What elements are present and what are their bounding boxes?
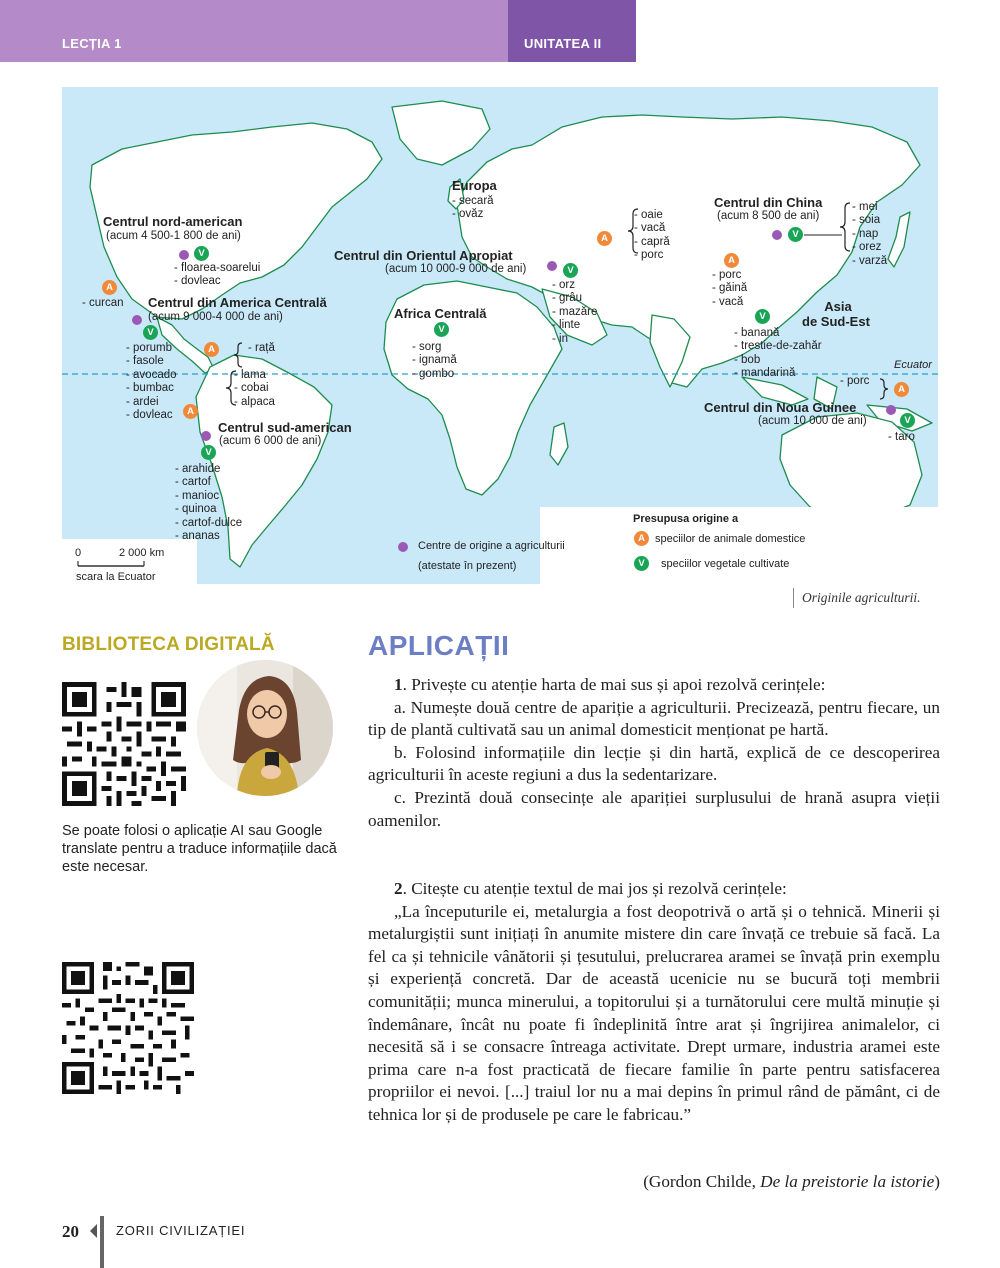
south-american-plants: - arahide - cartof - manioc - quinoa - cartof-dulce - ananas (175, 463, 243, 543)
legend-origin-text: Centre de origine a agriculturii (418, 540, 565, 552)
exercise-2-quote: „La începuturile ei, metalurgia a fost deopotrivă o artă și o tehnică. Minerii și metalurgiștii sunt inițiați în anumite mistere din care învață ce trebuie să facă. La fel ca și tehnicile vânătorii și țesutului, prelucrarea aramei se învață prin exemplu și experiență concretă. Dar de această ucenicie nu se bucură toți membrii comunității; munca minerului, a topitorului și a turnătorului cere multă minuție și îndemânare, încât nu poate fi îndeplinită între arat și îngrijirea animalelor, ci necesită să i se consacre întreaga activitate. Drept urmare, industria aramei este prima care n-a fost practicată de fiecare familie în parte pentru satisfacerea propriilor ei nevoi. [...] traiul lor nu a mai depins în primul rând de pământ, ci de tehnica lor și de produsele pe care le fabricau.” (368, 901, 940, 1124)
north-american-center-title: Centrul nord-american (103, 214, 243, 229)
north-american-plants: - floarea-soarelui - dovleac (174, 262, 261, 288)
andes-animals: - lama - cobai - alpaca (234, 369, 275, 408)
plants-badge: V (755, 309, 770, 324)
animals-badge: A (724, 253, 739, 268)
origin-center-dot (132, 315, 142, 325)
map-caption: Originile agriculturii. (793, 588, 921, 608)
lesson-label: LECȚIA 1 (62, 36, 122, 51)
legend-animals-badge: A (634, 531, 649, 546)
book-title: De la preistorie la istorie (760, 1172, 935, 1191)
origin-center-dot (179, 250, 189, 260)
south-american-center-title: Centrul sud-american (218, 420, 352, 435)
china-center-date: (acum 8 500 de ani) (717, 210, 820, 222)
near-east-center-date: (acum 10 000-9 000 de ani) (385, 263, 527, 275)
exercise-1-number: 1 (394, 675, 403, 694)
exercise-1-a: a. Numește două centre de apariție a agriculturii. Precizează, pentru fiecare, un tip de plantă cultivată sau un animal domesticit menționat pe hartă. (368, 697, 940, 740)
exercise-2 (368, 878, 940, 1127)
world-map (62, 87, 938, 584)
plants-badge: V (563, 263, 578, 278)
animals-badge: A (102, 280, 117, 295)
china-animals: - porc - găină - vacă (712, 269, 748, 308)
new-guinea-plants: - taro (888, 431, 915, 443)
qr-code-1[interactable] (62, 682, 186, 806)
central-africa-plants: - sorg - ignamă - gombo (412, 341, 457, 380)
near-east-animals: - oaie - vacă - capră - porc (634, 209, 670, 262)
animals-badge: A (597, 231, 612, 246)
exercise-1-b: b. Folosind informațiile din lecție și din hartă, explică de ce descoperirea agriculturii în aceste regiuni a dus la sedentarizare. (368, 742, 940, 785)
page-number: 20 (62, 1222, 79, 1241)
origin-center-dot (201, 431, 211, 441)
exercise-1-c: c. Prezintă două consecințe ale apariției surplusului de hrană asupra vieții oamenilor. (368, 787, 940, 830)
central-africa-title: Africa Centrală (394, 306, 487, 321)
central-america-animal-2: - rață (248, 342, 275, 354)
animals-badge: A (204, 342, 219, 357)
new-guinea-center-title: Centrul din Noua Guinee (704, 400, 857, 415)
southeast-asia-plants: - banană - trestie-de-zahăr - bob - mandarină (734, 327, 822, 380)
new-guinea-animal: - porc (840, 375, 870, 387)
north-american-center-date: (acum 4 500-1 800 de ani) (106, 230, 241, 242)
plants-badge: V (143, 325, 158, 340)
lesson-header (0, 0, 508, 62)
unit-label: UNITATEA II (524, 36, 602, 51)
legend-origin-dot (398, 542, 408, 552)
page-arrow-icon (90, 1224, 97, 1238)
origin-center-dot (886, 405, 896, 415)
animals-badge: A (183, 404, 198, 419)
near-east-plants: - orz - grâu - mazăre - linte - in (552, 279, 598, 345)
southeast-asia-title: Asia de Sud-Est (802, 299, 870, 329)
plants-badge: V (201, 445, 216, 460)
china-plants: - mei - soia - nap - orez - varză (852, 201, 888, 267)
europe-plants: - secară - ovăz (452, 195, 494, 221)
scale-label: scara la Ecuator (76, 571, 156, 583)
europe-title: Europa (452, 178, 497, 193)
near-east-center-title: Centrul din Orientul Apropiat (334, 248, 513, 263)
equator-label: Ecuator (894, 359, 932, 371)
animals-badge: A (894, 382, 909, 397)
origin-center-dot (547, 261, 557, 271)
exercise-1-intro: . Privește cu atenție harta de mai sus și apoi rezolvă cerințele: (402, 675, 826, 694)
central-america-plants: - porumb - fasole - avocado - bumbac - ardei - dovleac (126, 342, 177, 422)
plants-badge: V (194, 246, 209, 261)
book-name: ZORII CIVILIZAȚIEI (116, 1223, 246, 1238)
legend-animals-text: speciilor de animale domestice (655, 533, 806, 545)
student-photo (197, 660, 333, 796)
plants-badge: V (788, 227, 803, 242)
digital-library-title: BIBLIOTECA DIGITALĂ (62, 634, 275, 655)
exercise-2-number: 2 (394, 879, 403, 898)
plants-badge: V (900, 413, 915, 428)
central-america-animal: - curcan (82, 297, 124, 309)
legend-plants-text: speciilor vegetale cultivate (661, 558, 790, 570)
exercise-2-intro: . Citește cu atenție textul de mai jos și rezolvă cerințele: (402, 879, 787, 898)
legend-plants-badge: V (634, 556, 649, 571)
south-american-center-date: (acum 6 000 de ani) (219, 435, 322, 447)
origin-center-dot (772, 230, 782, 240)
central-america-center-title: Centrul din America Centrală (148, 295, 327, 310)
new-guinea-center-date: (acum 10 000 de ani) (758, 415, 867, 427)
legend-origin-subtext: (atestate în prezent) (418, 560, 517, 572)
unit-header (508, 0, 636, 62)
quote-citation: (Gordon Childe, De la preistorie la istorie) (643, 1172, 940, 1191)
china-center-title: Centrul din China (714, 195, 823, 210)
scale-zero: 0 (75, 547, 82, 559)
central-america-center-date: (acum 9 000-4 000 de ani) (148, 311, 283, 323)
plants-badge: V (434, 322, 449, 337)
legend-presumed-title: Presupusa origine a (633, 513, 739, 525)
footer-divider (100, 1216, 104, 1268)
applications-title: APLICAȚII (368, 630, 510, 661)
library-note: Se poate folosi o aplicație AI sau Google translate pentru a traduce informațiile dacă este necesar. (62, 823, 337, 875)
exercise-1 (368, 674, 940, 832)
qr-code-2[interactable] (62, 962, 194, 1094)
scale-distance: 2 000 km (119, 547, 165, 559)
